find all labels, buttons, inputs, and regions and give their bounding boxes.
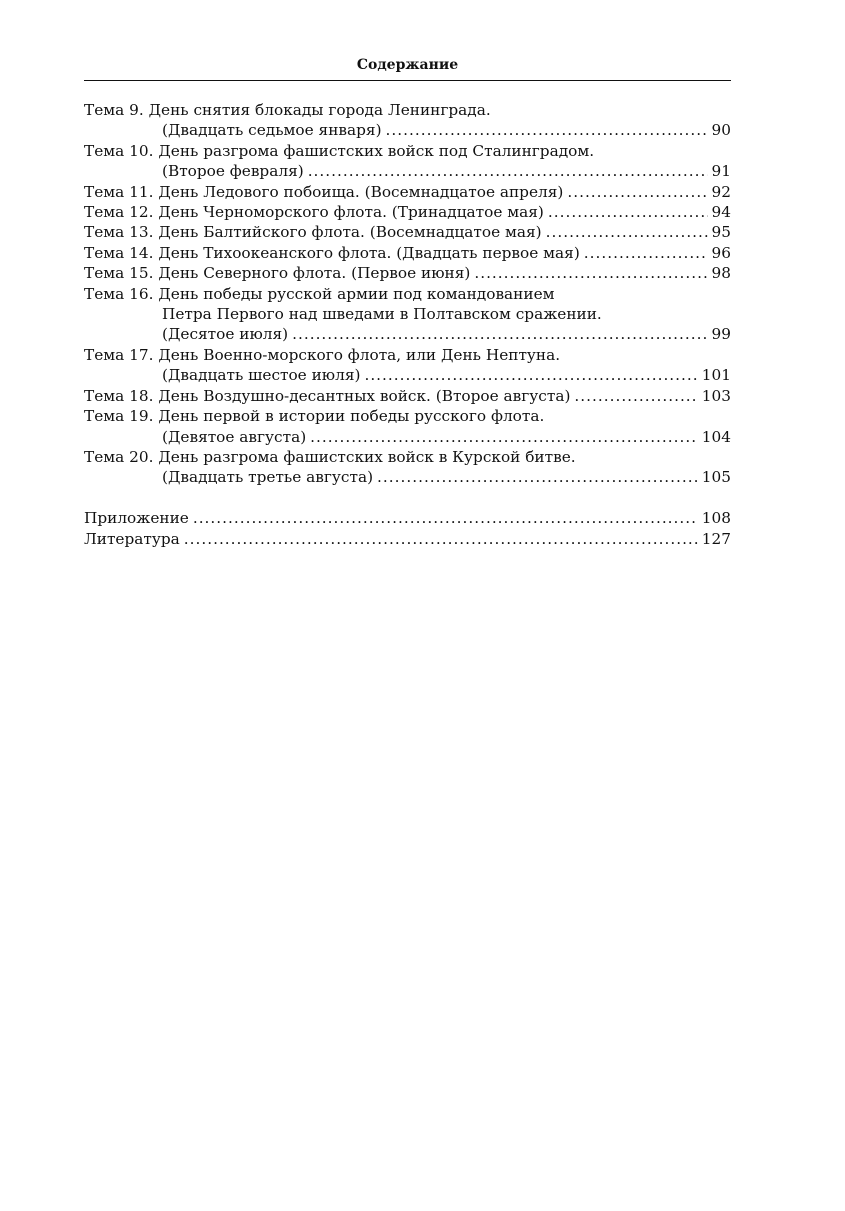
toc-entry-subtitle: (Двадцать шестое июля) [162, 366, 361, 385]
toc-entry-title: Тема 19. День первой в истории победы русского флота. [84, 407, 545, 426]
toc-entry-10[interactable] [84, 141, 731, 182]
spacer [84, 488, 731, 508]
toc-entry-subtitle: (Двадцать седьмое января) [162, 121, 382, 140]
dot-leader [377, 467, 698, 487]
dot-leader [574, 386, 697, 406]
toc-entry-12[interactable] [84, 202, 731, 222]
toc-page-number: 103 [701, 386, 731, 405]
toc-entry-title: Тема 15. День Северного флота. (Первое июня) [84, 264, 471, 283]
toc-entry-title: Тема 18. День Воздушно-десантных войск. (Второе августа) [84, 386, 571, 405]
dot-leader [364, 365, 697, 385]
toc-page-number: 108 [701, 509, 731, 528]
toc-entry-subtitle: (Двадцать третье августа) [162, 468, 374, 487]
toc-entry-subtitle: (Десятое июля) [162, 325, 289, 344]
toc-entry-title: Тема 14. День Тихоокеанского флота. (Двадцать первое мая) [84, 243, 580, 262]
toc-entry-title: Приложение [84, 509, 189, 528]
toc-entry-13[interactable] [84, 222, 731, 242]
toc-entry-title-continued: Петра Первого над шведами в Полтавском сражении. [162, 305, 602, 324]
toc-page-number: 91 [711, 162, 731, 181]
dot-leader [193, 508, 698, 528]
header-rule [84, 80, 731, 81]
toc-entry-title: Тема 10. День разгрома фашистских войск под Сталинградом. [84, 141, 595, 160]
toc-entry-title: Тема 11. День Ледового побоища. (Восемнадцатое апреля) [84, 182, 564, 201]
toc-entry-title: Тема 9. День снятия блокады города Ленинграда. [84, 101, 491, 119]
toc-entry-17[interactable] [84, 345, 731, 386]
toc-page-number: 94 [711, 203, 731, 222]
toc-entry-15[interactable] [84, 263, 731, 283]
toc-page-number: 101 [701, 366, 731, 385]
table-of-contents [84, 100, 731, 549]
dot-leader [474, 263, 707, 283]
dot-leader [546, 222, 708, 242]
toc-entry-title: Литература [84, 529, 180, 548]
toc-page-number: 105 [701, 468, 731, 487]
toc-entry-11[interactable] [84, 182, 731, 202]
toc-page-number: 98 [711, 264, 731, 283]
toc-entry-title: Тема 12. День Черноморского флота. (Тринадцатое мая) [84, 203, 544, 222]
toc-entry-9[interactable] [84, 100, 731, 141]
dot-leader [548, 202, 708, 222]
dot-leader [584, 243, 708, 263]
toc-page-number: 99 [711, 325, 731, 344]
toc-entry-appendix[interactable] [84, 508, 731, 528]
toc-page-number: 104 [701, 427, 731, 446]
page-title: Содержание [356, 57, 459, 73]
dot-leader [292, 324, 707, 344]
toc-entry-14[interactable] [84, 243, 731, 263]
toc-entry-title: Тема 20. День разгрома фашистских войск в Курской битве. [84, 447, 576, 466]
toc-page-number: 127 [701, 529, 731, 548]
toc-entry-literature[interactable] [84, 529, 731, 549]
dot-leader [308, 161, 708, 181]
toc-entry-20[interactable] [84, 447, 731, 488]
dot-leader [310, 427, 698, 447]
toc-entry-19[interactable] [84, 406, 731, 447]
toc-entry-title: Тема 17. День Военно-морского флота, или День Нептуна. [84, 345, 561, 364]
toc-page-number: 96 [711, 243, 731, 262]
toc-page-number: 92 [711, 182, 731, 201]
dot-leader [386, 120, 708, 140]
toc-entry-subtitle: (Девятое августа) [162, 427, 307, 446]
toc-entry-16[interactable] [84, 284, 731, 345]
toc-entry-title: Тема 16. День победы русской армии под командованием [84, 284, 555, 303]
toc-page-number: 95 [711, 223, 731, 242]
toc-page-number: 90 [711, 121, 731, 140]
dot-leader [567, 182, 707, 202]
dot-leader [184, 529, 698, 549]
toc-entry-18[interactable] [84, 386, 731, 406]
toc-entry-subtitle: (Второе февраля) [162, 162, 304, 181]
toc-entry-title: Тема 13. День Балтийского флота. (Восемнадцатое мая) [84, 223, 542, 242]
